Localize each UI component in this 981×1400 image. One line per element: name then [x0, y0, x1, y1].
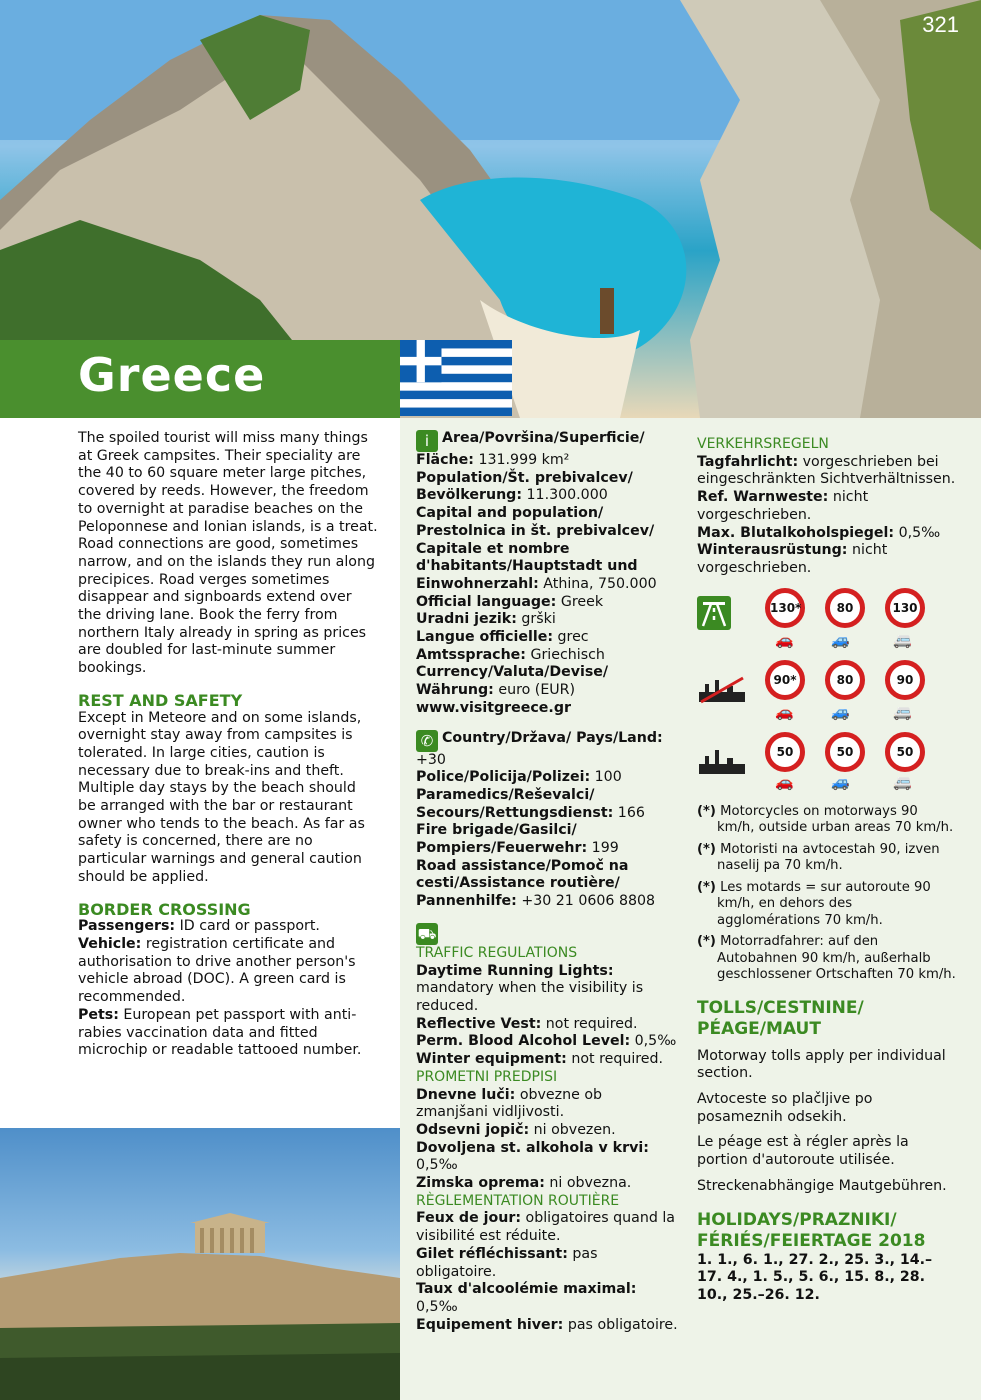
camper-icon: 🚐 — [893, 772, 912, 791]
traffic-block — [416, 923, 678, 1334]
traffic-en-drl: Daytime Running Lights: mandatory when the visibility is reduced. — [416, 962, 644, 1014]
border-item-pets: Pets: European pet passport with anti-rabies vaccination data and fitted microchip or readable tattooed number. — [78, 1006, 362, 1059]
regulations-column — [697, 436, 957, 1305]
intro-paragraph-2: Road connections are good, sometimes narrow, and on the islands they run along precipices. Road verges sometimes disappear and signboards extend over the driving lane. Book the ferry from northern Italy already in spring as prices are doubled for last-minute summer bookings. — [78, 536, 375, 677]
caravan-icon: 🚙 — [831, 702, 850, 721]
town-icon — [697, 746, 747, 776]
tolls-de: Streckenabhängige Mautgebühren. — [697, 1177, 947, 1194]
capital-row: Capital and population/ Prestolnica in št. prebivalcev/ Capitale et nombre d'habitants/Hauptstadt und Einwohnerzahl: Athina, 750.000 — [416, 505, 657, 592]
traffic-sl-heading: PROMETNI PREDPISI — [416, 1068, 558, 1085]
traffic-sl-bac: Dovoljena st. alkohola v krvi: 0,5‰ — [416, 1139, 649, 1174]
acropolis-photo — [0, 1128, 400, 1400]
speed-notes — [697, 804, 957, 984]
paramedics-row: Paramedics/Reševalci/ Secours/Rettungsdienst: 166 — [416, 786, 645, 821]
traffic-de-vest: Ref. Warnweste: nicht vorgeschrieben. — [697, 489, 869, 523]
note-en: (*) Motorcycles on motorways 90 km/h, outside urban areas 70 km/h. — [697, 803, 954, 836]
greek-flag-icon — [400, 340, 512, 416]
traffic-fr-heading: RÈGLEMENTATION ROUTIÈRE — [416, 1192, 620, 1209]
phone-icon: ✆ — [416, 730, 438, 752]
border-item-passengers: Passengers: ID card or passport. — [78, 918, 320, 935]
note-fr: (*) Les motards = sur autoroute 90 km/h, en dehors des agglomérations 70 km/h. — [697, 879, 931, 928]
acropolis-illustration — [0, 1128, 400, 1400]
traffic-fr-drl: Feux de jour: obligatoires quand la visibilité est réduite. — [416, 1210, 675, 1245]
speed-sign-outside-car: 90* — [765, 660, 805, 700]
police-row: Police/Policija/Polizei: 100 — [416, 769, 622, 786]
language-fr-row: Langue officielle: grec — [416, 629, 589, 646]
area-row: i Area/Površina/Superficie/ Fläche: 131.999 km² — [416, 430, 645, 468]
traffic-fr-bac: Taux d'alcoolémie maximal: 0,5‰ — [416, 1281, 637, 1315]
traffic-en-heading: TRAFFIC REGULATIONS — [416, 944, 578, 961]
speed-sign-urban-car: 50 — [765, 732, 805, 772]
motorway-icon — [697, 596, 731, 630]
tolls-fr: Le péage est à régler après la portion d'autoroute utilisée. — [697, 1134, 909, 1169]
page-title: Greece — [78, 348, 266, 402]
intro-paragraph-1: The spoiled tourist will miss many things at Greek campsites. Their speciality are the 40 to 60 square meter large pitches, covered by reeds. However, the freedom to overnight at paradise beaches on the Peloponnese and Ionian islands, is a treat. — [78, 430, 378, 535]
traffic-sl-winter: Zimska oprema: ni obvezna. — [416, 1175, 632, 1192]
traffic-sl-vest: Odsevni jopič: ni obvezen. — [416, 1121, 616, 1138]
intro-column — [78, 430, 378, 1060]
speed-sign-urban-camper: 50 — [885, 732, 925, 772]
caravan-icon: 🚙 — [831, 630, 850, 649]
traffic-de-drl: Tagfahrlicht: vorgeschrieben bei eingeschränkten Sichtverhältnissen. — [697, 453, 956, 488]
traffic-fr-vest: Gilet réfléchissant: pas obligatoire. — [416, 1245, 598, 1280]
language-de-row: Amtssprache: Griechisch — [416, 646, 605, 663]
tolls-en: Motorway tolls apply per individual section. — [697, 1047, 946, 1082]
speed-limit-table — [697, 588, 967, 791]
rest-safety-heading: REST AND SAFETY — [78, 690, 243, 710]
currency-row: Currency/Valuta/Devise/ Währung: euro (EUR) — [416, 664, 609, 699]
note-sl: (*) Motoristi na avtocestah 90, izven naselij pa 70 km/h. — [697, 841, 940, 874]
website-link[interactable]: www.visitgreece.gr — [416, 699, 571, 716]
facts-column — [416, 430, 678, 1354]
phone-block — [416, 730, 678, 911]
traffic-sl-drl: Dnevne luči: obvezne ob zmanjšani vidljivosti. — [416, 1086, 603, 1121]
traffic-en-bac: Perm. Blood Alcohol Level: 0,5‰ — [416, 1033, 677, 1050]
car-icon: 🚗 — [775, 772, 794, 791]
traffic-de-heading: VERKEHRSREGELN — [697, 436, 829, 452]
info-icon: i — [416, 430, 438, 452]
speed-sign-outside-camper: 90 — [885, 660, 925, 700]
holidays-heading: HOLIDAYS/PRAZNIKI/ FÉRIÉS/FEIERTAGE 2018 — [697, 1209, 926, 1251]
language-sl-row: Uradni jezik: grški — [416, 611, 556, 628]
road-assistance-row: Road assistance/Pomoč na cesti/Assistance routière/ Pannenhilfe: +30 21 0606 8808 — [416, 857, 656, 910]
camper-icon: 🚐 — [893, 630, 912, 649]
caravan-icon: 🚙 — [831, 772, 850, 791]
fire-row: Fire brigade/Gasilci/ Pompiers/Feuerwehr: 199 — [416, 822, 619, 857]
camper-icon: 🚐 — [893, 702, 912, 721]
speed-sign-outside-caravan: 80 — [825, 660, 865, 700]
tolls-heading: TOLLS/CESTNINE/ PÉAGE/MAUT — [697, 997, 864, 1039]
traffic-en-winter: Winter equipment: not required. — [416, 1051, 664, 1068]
page-number: 321 — [922, 12, 959, 37]
outside-town-icon — [697, 674, 747, 704]
border-item-vehicle: Vehicle: registration certificate and authorisation to drive another person's vehicle abroad (DOC). A green card is recommended. — [78, 935, 356, 1006]
country-code-row: ✆ Country/Država/ Pays/Land: +30 — [416, 729, 663, 768]
population-row: Population/Št. prebivalcev/ Bevölkerung: 11.300.000 — [416, 469, 633, 504]
speed-sign-motorway-caravan: 80 — [825, 588, 865, 628]
holidays-dates: 1. 1., 6. 1., 27. 2., 25. 3., 14.–17. 4., 1. 5., 5. 6., 15. 8., 28. 10., 25.–26. 12. — [697, 1251, 933, 1303]
language-en-row: Official language: Greek — [416, 593, 604, 610]
traffic-de-bac: Max. Blutalkoholspiegel: 0,5‰ — [697, 524, 941, 541]
car-icon: 🚗 — [775, 702, 794, 721]
speed-sign-motorway-camper: 130 — [885, 588, 925, 628]
speed-sign-motorway-car: 130* — [765, 588, 805, 628]
car-icon: 🚗 — [775, 630, 794, 649]
traffic-de-winter: Winterausrüstung: nicht vorgeschrieben. — [697, 542, 888, 576]
border-crossing-heading: BORDER CROSSING — [78, 899, 251, 919]
rest-safety-text: Except in Meteore and on some islands, overnight stay away from campsites is tolerated. In large cities, caution is necessary due to break-ins and theft. Multiple day stays by the beach should be arranged with the bar or restaurant owner who tends to the beach. As far as safety is concerned, there are no particular warnings and general caution should be applied. — [78, 709, 365, 885]
note-de: (*) Motorradfahrer: auf den Autobahnen 90 km/h, außerhalb geschlossener Ortschaften 70 km/h. — [697, 934, 956, 983]
speed-sign-urban-caravan: 50 — [825, 732, 865, 772]
tolls-sl: Avtoceste so plačljive po posameznih odsekih. — [697, 1091, 873, 1125]
car-icon: ⛟ — [417, 924, 437, 943]
traffic-fr-winter: Equipement hiver: pas obligatoire. — [416, 1316, 678, 1333]
traffic-en-vest: Reflective Vest: not required. — [416, 1015, 638, 1032]
